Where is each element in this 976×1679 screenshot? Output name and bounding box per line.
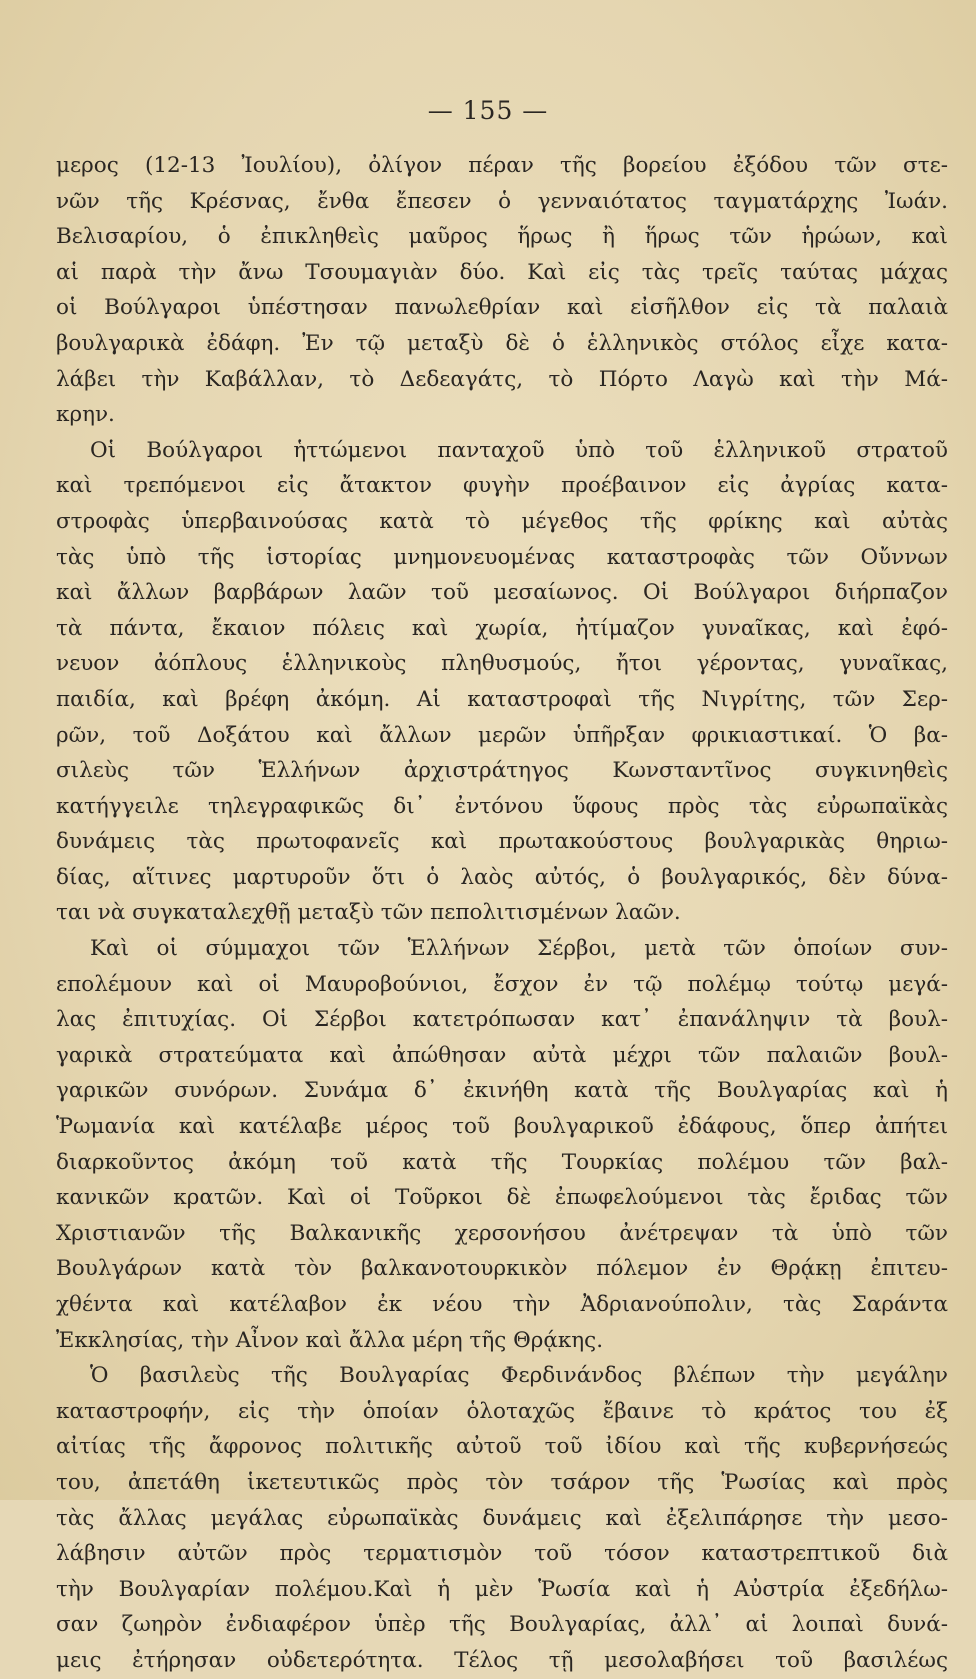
text-line: τὴν Βουλγαρίαν πολέμου.Καὶ ἡ μὲν Ῥωσία καὶ ἡ Αὐστρία ἐξεδήλω- xyxy=(56,1576,948,1602)
text-line: λας ἐπιτυχίας. Οἱ Σέρβοι κατετρόπωσαν κατ᾽ ἐπανάληψιν τὰ βουλ- xyxy=(56,1007,948,1033)
text-line: τὰ πάντα, ἔκαιον πόλεις καὶ χωρία, ἠτίμαζον γυναῖκας, καὶ ἐφό- xyxy=(56,615,948,641)
text-line: μεις ἐτήρησαν οὐδετερότητα. Τέλος τῇ μεσολαβήσει τοῦ βασιλέως xyxy=(56,1647,948,1673)
text-line: Ὁ βασιλεὺς τῆς Βουλγαρίας Φερδινάνδος βλέπων τὴν μεγάλην xyxy=(90,1363,948,1389)
text-line: νευον ἀόπλους ἑλληνικοὺς πληθυσμούς, ἤτοι γέροντας, γυναῖκας, xyxy=(56,651,948,677)
text-line: επολέμουν καὶ οἱ Μαυροβούνιοι, ἔσχον ἐν τῷ πολέμῳ τούτῳ μεγά- xyxy=(56,971,948,997)
text-line: Ῥωμανία καὶ κατέλαβε μέρος τοῦ βουλγαρικοῦ ἐδάφους, ὅπερ ἀπήτει xyxy=(56,1114,948,1140)
text-line: κατήγγειλε τηλεγραφικῶς δι᾽ ἐντόνου ὕφους πρὸς τὰς εὐρωπαϊκὰς xyxy=(56,793,948,819)
text-line: λάβησιν αὐτῶν πρὸς τερματισμὸν τοῦ τόσον καταστρεπτικοῦ διὰ xyxy=(56,1541,948,1567)
text-line: τὰς ἄλλας μεγάλας εὐρωπαϊκὰς δυνάμεις καὶ ἐξελιπάρησε τὴν μεσο- xyxy=(56,1505,948,1531)
text-line: γαρικὰ στρατεύματα καὶ ἀπώθησαν αὐτὰ μέχρι τῶν παλαιῶν βουλ- xyxy=(56,1042,948,1068)
text-line: κρην. xyxy=(56,402,115,428)
text-line: ται νὰ συγκαταλεχθῇ μεταξὺ τῶν πεπολιτισμένων λαῶν. xyxy=(56,900,681,926)
page-number: — 155 — xyxy=(427,96,549,125)
text-line: Καὶ οἱ σύμμαχοι τῶν Ἑλλήνων Σέρβοι, μετὰ τῶν ὁποίων συν- xyxy=(90,936,948,962)
text-line: Βελισαρίου, ὁ ἐπικληθεὶς μαῦρος ἥρως ἢ ἥρως τῶν ἡρώων, καὶ xyxy=(56,224,948,250)
text-line: σιλεὺς τῶν Ἑλλήνων ἀρχιστράτηγος Κωνσταντῖνος συγκινηθεὶς xyxy=(56,758,948,784)
text-line: κανικῶν κρατῶν. Καὶ οἱ Τοῦρκοι δὲ ἐπωφελούμενοι τὰς ἔριδας τῶν xyxy=(56,1185,948,1211)
text-line: καὶ τρεπόμενοι εἰς ἄτακτον φυγὴν προέβαινον εἰς ἀγρίας κατα- xyxy=(56,473,948,499)
text-line: λάβει τὴν Καβάλλαν, τὸ Δεδεαγάτς, τὸ Πόρτο Λαγὼ καὶ τὴν Μά- xyxy=(56,366,948,392)
text-line: παιδία, καὶ βρέφη ἀκόμη. Αἱ καταστροφαὶ τῆς Νιγρίτης, τῶν Σερ- xyxy=(56,686,948,712)
text-line: γαρικῶν συνόρων. Συνάμα δ᾽ ἐκινήθη κατὰ τῆς Βουλγαρίας καὶ ἡ xyxy=(56,1078,948,1104)
text-line: τὰς ὑπὸ τῆς ἱστορίας μνημονευομένας καταστροφὰς τῶν Οὔννων xyxy=(56,544,948,570)
text-line: σαν ζωηρὸν ἐνδιαφέρον ὑπὲρ τῆς Βουλγαρίας, ἀλλ᾽ αἱ λοιπαὶ δυνά- xyxy=(56,1612,948,1638)
text-line: βουλγαρικὰ ἐδάφη. Ἐν τῷ μεταξὺ δὲ ὁ ἑλληνικὸς στόλος εἶχε κατα- xyxy=(56,330,948,356)
text-line: του, ἀπετάθη ἱκετευτικῶς πρὸς τὸν τσάρον τῆς Ῥωσίας καὶ πρὸς xyxy=(56,1469,948,1495)
text-line: αἱ παρὰ τὴν ἄνω Τσουμαγιὰν δύο. Καὶ εἰς τὰς τρεῖς ταύτας μάχας xyxy=(56,259,948,285)
text-line: ρῶν, τοῦ Δοξάτου καὶ ἄλλων μερῶν ὑπῆρξαν φρικιαστικαί. Ὁ βα- xyxy=(56,722,948,748)
text-line: καὶ ἄλλων βαρβάρων λαῶν τοῦ μεσαίωνος. Οἱ Βούλγαροι διήρπαζον xyxy=(56,580,948,606)
text-line: Βουλγάρων κατὰ τὸν βαλκανοτουρκικὸν πόλεμον ἐν Θρᾴκῃ ἐπιτευ- xyxy=(56,1256,948,1282)
text-line: αἰτίας τῆς ἄφρονος πολιτικῆς αὐτοῦ τοῦ ἰδίου καὶ τῆς κυβερνήσεώς xyxy=(56,1434,948,1460)
text-line: νῶν τῆς Κρέσνας, ἔνθα ἔπεσεν ὁ γενναιότατος ταγματάρχης Ἰωάν. xyxy=(56,188,948,214)
text-line: οἱ Βούλγαροι ὑπέστησαν πανωλεθρίαν καὶ εἰσῆλθον εἰς τὰ παλαιὰ xyxy=(56,295,948,321)
text-line: Χριστιανῶν τῆς Βαλκανικῆς χερσονήσου ἀνέτρεψαν τὰ ὑπὸ τῶν xyxy=(56,1220,948,1246)
text-line: Ἐκκλησίας, τὴν Αἶνον καὶ ἄλλα μέρη τῆς Θρᾴκης. xyxy=(56,1327,604,1353)
text-line: Οἱ Βούλγαροι ἡττώμενοι πανταχοῦ ὑπὸ τοῦ ἑλληνικοῦ στρατοῦ xyxy=(90,437,948,463)
text-line: χθέντα καὶ κατέλαβον ἐκ νέου τὴν Ἀδριανούπολιν, τὰς Σαράντα xyxy=(56,1292,948,1317)
text-line: καταστροφήν, εἰς τὴν ὁποίαν ὁλοταχῶς ἔβαινε τὸ κράτος του ἐξ xyxy=(56,1398,948,1424)
text-line: διαρκοῦντος ἀκόμη τοῦ κατὰ τῆς Τουρκίας πολέμου τῶν βαλ- xyxy=(56,1149,948,1175)
body-text xyxy=(56,148,948,1679)
text-line: δυνάμεις τὰς πρωτοφανεῖς καὶ πρωτακούστους βουλγαρικὰς θηριω- xyxy=(56,829,948,855)
text-line: δίας, αἵτινες μαρτυροῦν ὅτι ὁ λαὸς αὐτός, ὁ βουλγαρικός, δὲν δύνα- xyxy=(56,864,948,890)
text-line: μερος (12-13 Ἰουλίου), ὀλίγον πέραν τῆς βορείου ἐξόδου τῶν στε- xyxy=(56,153,948,178)
text-line: στροφὰς ὑπερβαινούσας κατὰ τὸ μέγεθος τῆς φρίκης καὶ αὐτὰς xyxy=(56,508,948,534)
